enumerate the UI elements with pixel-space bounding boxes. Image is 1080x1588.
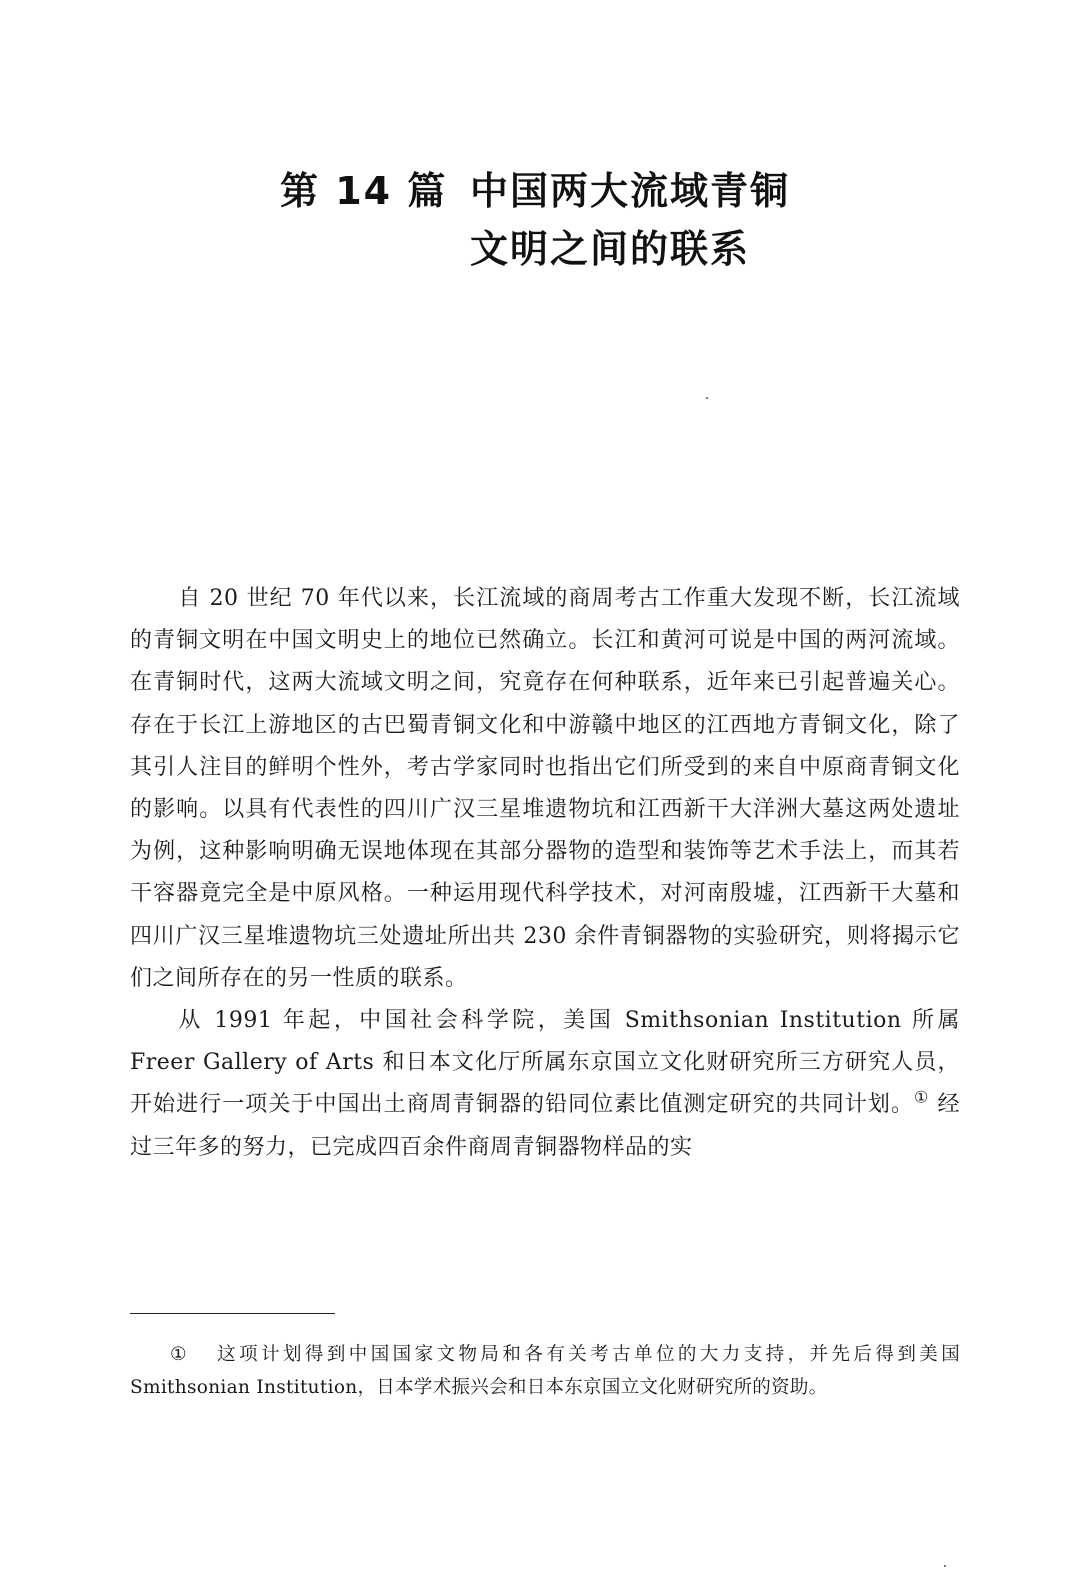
body-text	[130, 578, 960, 1169]
footnote-reference[interactable]: ①	[914, 1088, 930, 1108]
footnote	[130, 1338, 960, 1404]
chapter-title	[280, 162, 920, 278]
paragraph-2	[130, 1000, 960, 1169]
chapter-number: 第 14 篇	[280, 169, 448, 213]
scan-speck	[706, 397, 708, 399]
footnote-divider	[130, 1313, 335, 1314]
paragraph-2-text: 从 1991 年起，中国社会科学院，美国 Smithsonian Institution 所属 Freer Gallery of Arts 和日本文化厅所属东京国立文化财研究所三方研究人员，开始进行一项关于中国出土商周青铜器的铅同位素比值测定研究的共同计划。	[130, 1008, 960, 1118]
chapter-title-line-1	[280, 162, 920, 220]
chapter-title-text-1: 中国两大流域青铜	[470, 169, 791, 213]
footnote-text: 这项计划得到中国国家文物局和各有关考古单位的大力支持，并先后得到美国 Smithsonian Institution，日本学术振兴会和日本东京国立文化财研究所的资助。	[130, 1344, 960, 1398]
scan-speck	[944, 1565, 946, 1567]
chapter-title-line-2: 文明之间的联系	[470, 227, 751, 271]
paragraph-2-tail: 经过三年多的努力，已完成四百余件商周青铜器物样品的实	[130, 1092, 960, 1160]
footnote-mark: ①	[170, 1344, 187, 1365]
paragraph-1: 自 20 世纪 70 年代以来，长江流域的商周考古工作重大发现不断，长江流域的青铜文明在中国文明史上的地位已然确立。长江和黄河可说是中国的两河流域。在青铜时代，这两大流域文明之间，究竟存在何种联系，近年来已引起普遍关心。存在于长江上游地区的古巴蜀青铜文化和中游赣中地区的江西地方青铜文化，除了其引人注目的鲜明个性外，考古学家同时也指出它们所受到的来自中原商青铜文化的影响。以具有代表性的四川广汉三星堆遗物坑和江西新干大洋洲大墓这两处遗址为例，这种影响明确无误地体现在其部分器物的造型和装饰等艺术手法上，而其若干容器竟完全是中原风格。一种运用现代科学技术，对河南殷墟，江西新干大墓和四川广汉三星堆遗物坑三处遗址所出共 230 余件青铜器物的实验研究，则将揭示它们之间所存在的另一性质的联系。	[130, 586, 960, 991]
